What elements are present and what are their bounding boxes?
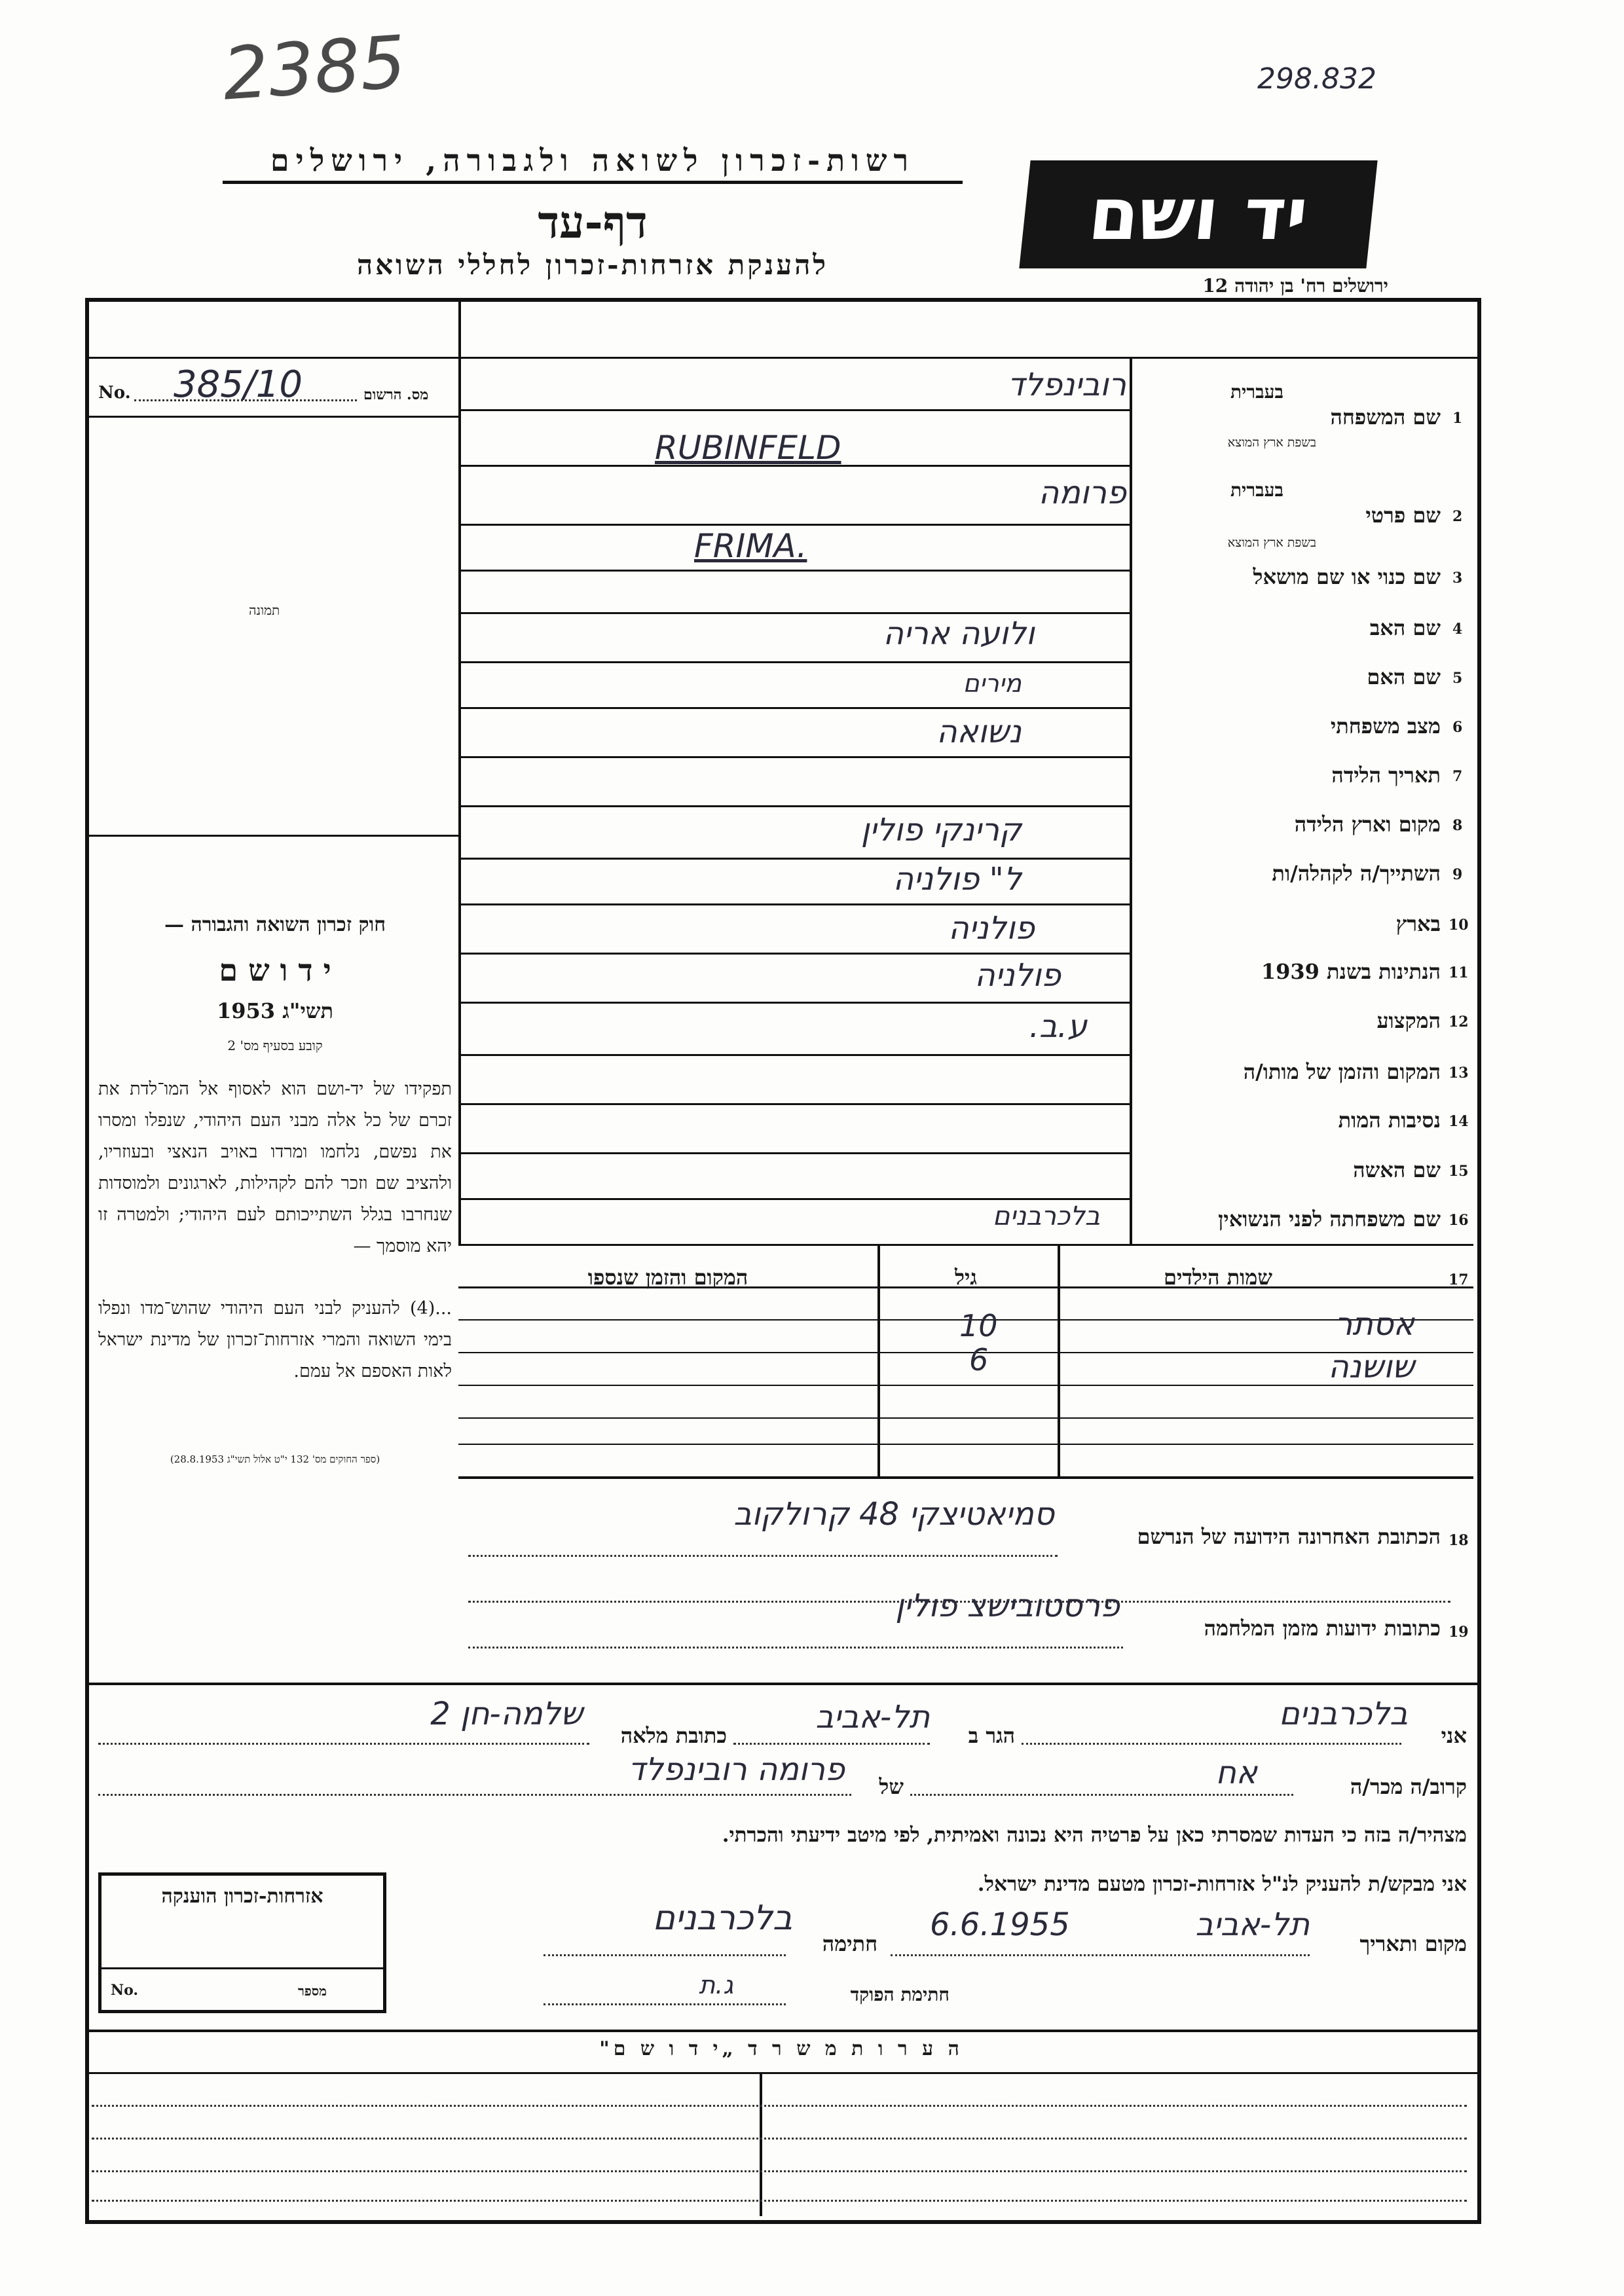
field-2-sub-native: בשפת ארץ המוצא xyxy=(1227,536,1316,550)
granted-box-mispar: מספר xyxy=(298,1983,327,1999)
field-3-label: שם כנוי או שם מושאל xyxy=(1253,564,1441,589)
field-2-label: שם פרטי xyxy=(1365,503,1441,528)
field-18-label: הכתובת האחרונה הידועה של הנרשם xyxy=(1137,1524,1441,1549)
field-1-sub-he: בעברית xyxy=(1230,381,1283,403)
field-18-number: 18 xyxy=(1449,1532,1469,1549)
field-19-number: 19 xyxy=(1449,1624,1469,1641)
field-1-sub-native: בשפת ארץ המוצא xyxy=(1227,435,1316,450)
wartime-address-value: פרסטובישצ פולין xyxy=(895,1588,1120,1624)
field-2-sub-he: בעברית xyxy=(1230,479,1283,501)
surname-hebrew-value: רובינפלד xyxy=(1007,367,1126,403)
field-3-number: 3 xyxy=(1452,570,1463,587)
field-15-label: שם האשה xyxy=(1353,1157,1441,1182)
decl-victim-name: פרומה רובינפלד xyxy=(628,1751,845,1788)
address-line: ירושלים רח' בן יהודה 12 xyxy=(1202,275,1388,297)
firstname-native-value: FRIMA. xyxy=(694,527,807,565)
field-9-number: 9 xyxy=(1452,866,1463,883)
field-12-label: המקצוע xyxy=(1376,1008,1441,1033)
field-2-number: 2 xyxy=(1452,508,1463,525)
law-title: חוק זכרון השואה והגבורה — xyxy=(164,913,386,936)
field-14-number: 14 xyxy=(1449,1113,1469,1130)
birthplace-value: קרינקי פולין xyxy=(860,812,1022,848)
surname-native-value: RUBINFELD xyxy=(655,429,841,467)
community-value: ל" פולניה xyxy=(893,861,1022,898)
law-body: תפקידו של יד-ושם הוא לאסוף אל המו־לדת את זכרם של כל אלה מבני העם היהודי, שנפלו ומסרו את נפשם, נלחמו ומרדו באויב הנאצי ובעוזריו, ולהציב שם וזכר להם לקהילות, לארגונים ולמוסדות שנחרבו בגלל השתייכותם לעם היהודי; ולמטרה זו יהא מוסמך — xyxy=(98,1079,452,1256)
father-name-value: ולועה אריה xyxy=(883,615,1035,652)
form-title: דף-עד xyxy=(538,196,648,249)
yad-vashem-logo xyxy=(1019,160,1377,268)
logo-text: יד ושם xyxy=(1084,172,1312,256)
child-1-age: 10 xyxy=(959,1308,998,1343)
archive-number: 298.832 xyxy=(1257,62,1376,96)
field-5-label: שם האם xyxy=(1367,665,1441,689)
decl-i-label: אני xyxy=(1441,1723,1467,1748)
law-clause: קובע בסעיף מס' 2 xyxy=(227,1038,323,1053)
decl-relation: אח xyxy=(1215,1755,1257,1791)
decl-full-address-label: כתובת מלאה xyxy=(620,1723,727,1748)
registration-number: 385/10 xyxy=(174,363,303,406)
law-year: תשי"ג 1953 xyxy=(217,998,333,1023)
law-citation: (ספר החוקים מס' 132 י"ט אלול תשי"ג 28.8.1953) xyxy=(170,1453,380,1465)
field-16-number: 16 xyxy=(1449,1212,1469,1229)
field-4-label: שם האב xyxy=(1369,615,1441,640)
field-4-number: 4 xyxy=(1452,621,1463,638)
decl-signature: בלכרבנים xyxy=(652,1899,792,1938)
decl-city: תל-אביב xyxy=(815,1699,930,1736)
form-subtitle: להענקת אזרחות-זכרון לחללי השואה xyxy=(356,249,829,281)
field-7-label: תאריך הלידה xyxy=(1331,763,1441,788)
field-1-number: 1 xyxy=(1452,410,1463,427)
children-place-header: המקום והזמן שנספו xyxy=(587,1265,748,1290)
granted-box-title: אזרחות-זכרון הוענקה xyxy=(161,1885,323,1908)
decl-of-label: של xyxy=(879,1774,904,1799)
country-value: פולניה xyxy=(948,910,1035,947)
firstname-hebrew-value: פרומה xyxy=(1038,475,1126,511)
child-2-name: שושנה xyxy=(1328,1349,1414,1385)
decl-relation-label: קרוב/ה מכר/ה xyxy=(1350,1774,1467,1799)
decl-declarant-name: בלכרבנים xyxy=(1278,1696,1408,1732)
registration-no-label: No. xyxy=(98,383,131,403)
registration-he-label: מס. הרשום xyxy=(363,386,429,403)
field-16-label: שם משפחתה לפני הנשואין xyxy=(1218,1207,1441,1231)
citizenship-value: פולניה xyxy=(974,957,1061,994)
field-15-number: 15 xyxy=(1449,1163,1469,1180)
profession-value: ע.ב. xyxy=(1029,1008,1087,1045)
field-10-number: 10 xyxy=(1449,917,1469,934)
decl-place: תל-אביב xyxy=(1195,1906,1310,1943)
field-19-label: כתובות ידועות מזמן המלחמה xyxy=(1204,1616,1441,1641)
decl-statement: מצהיר/ה בזה כי העדות שמסרתי כאן על פרטיה היא נכונה ואמיתית, לפי מיטב ידיעתי והכרתי. xyxy=(722,1823,1467,1847)
officer-signature: ג.ת xyxy=(699,1971,733,1999)
field-10-label: בארץ xyxy=(1395,911,1441,936)
law-body-clause-4: ...(4) להעניק לבני העם היהודי שהוש־מדו ונפלו בימי השואה והמרי אזרחות־זכרון של מדינת ישראל לאות האספם אל עמם. xyxy=(98,1298,452,1381)
granted-citizenship-box xyxy=(98,1872,386,2013)
field-5-number: 5 xyxy=(1452,670,1463,687)
decl-signature-label: חתימה xyxy=(822,1931,877,1956)
field-8-number: 8 xyxy=(1452,817,1463,834)
child-2-age: 6 xyxy=(969,1342,989,1377)
field-8-label: מקום וארץ הלידה xyxy=(1294,812,1441,837)
maiden-name-value: בלכרבנים xyxy=(992,1201,1100,1231)
remarks-title: ה ע ר ו ת מ ש ר ד „י ד ו ש ם" xyxy=(599,2037,963,2060)
field-12-number: 12 xyxy=(1449,1013,1469,1030)
photo-label: תמונה xyxy=(249,602,280,618)
field-7-number: 7 xyxy=(1452,768,1463,785)
law-name: י ד ו ש ם xyxy=(219,953,331,988)
marital-status-value: נשואה xyxy=(936,714,1022,750)
field-9-label: השתייך/ה לקהלה/ות xyxy=(1272,861,1441,886)
children-names-header: שמות הילדים xyxy=(1164,1265,1272,1290)
granted-box-no: No. xyxy=(111,1982,139,1999)
field-13-number: 13 xyxy=(1449,1065,1469,1082)
child-1-name: אסתר xyxy=(1335,1306,1414,1343)
decl-full-address: שלמה-חן 2 xyxy=(430,1696,583,1732)
authority-name: רשות-זכרון לשואה ולגבורה, ירושלים xyxy=(223,143,963,184)
decl-resides-label: הגר ב xyxy=(968,1723,1015,1748)
field-13-label: המקום והזמן של מותו/ה xyxy=(1243,1059,1441,1084)
last-address-value: סמיאטיצקי 48 קרולקוב xyxy=(733,1496,1054,1533)
decl-request: אני מבקש/ת להעניק לנ"ל אזרחות-זכרון מטעם מדינת ישראל. xyxy=(977,1872,1467,1896)
field-6-label: מצב משפחתי xyxy=(1330,714,1441,738)
decl-place-date-label: מקום ותאריך xyxy=(1359,1931,1467,1956)
mother-name-value: מירים xyxy=(963,669,1022,698)
field-1-label: שם המשפחה xyxy=(1330,405,1441,429)
field-11-label: הנתינות בשנת 1939 xyxy=(1261,959,1441,984)
corner-scribble: 2385 xyxy=(219,20,409,117)
field-6-number: 6 xyxy=(1452,719,1463,736)
decl-date: 6.6.1955 xyxy=(930,1906,1070,1943)
field-11-number: 11 xyxy=(1449,964,1469,981)
field-14-label: נסיבות המות xyxy=(1338,1108,1441,1133)
field-17-number: 17 xyxy=(1449,1271,1469,1288)
children-age-header: גיל xyxy=(955,1265,977,1290)
officer-signature-label: חתימת הפוקד xyxy=(850,1984,950,2005)
